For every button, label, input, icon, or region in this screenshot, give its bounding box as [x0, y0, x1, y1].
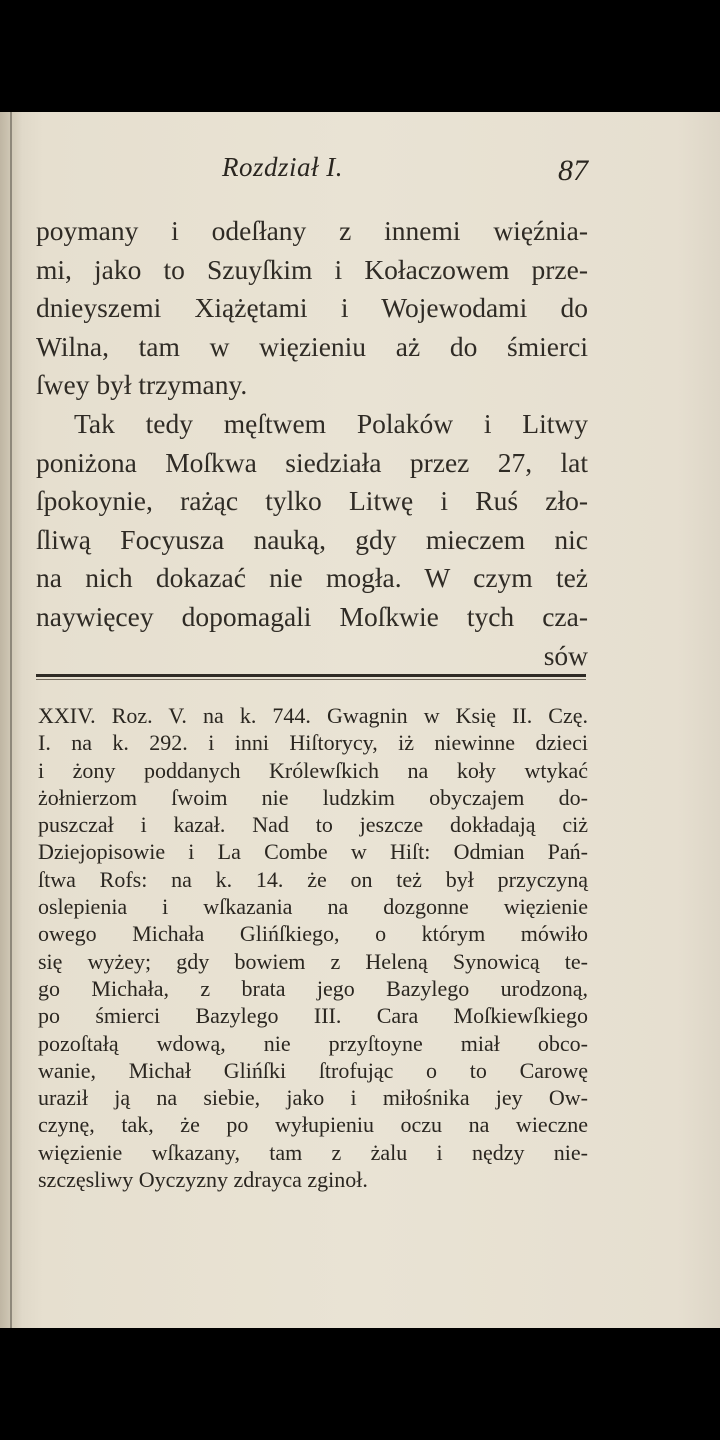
- footnote-line: pozoſtałą wdową, nie przyſtoyne miał obco-: [38, 1030, 588, 1056]
- text-line: ſwey był trzymany.: [36, 369, 248, 401]
- text-line: mi, jako to Szuyſkim i Kołaczowem prze-: [36, 253, 588, 285]
- page-header: [222, 152, 588, 192]
- footnote-line: uraził ją na siebie, jako i miłośnika jey Ow-: [38, 1085, 588, 1111]
- footnote-line: puszczał i kazał. Nad to jeszcze dokładają ciż: [38, 812, 588, 838]
- footnote-line: I. na k. 292. i inni Hiſtorycy, iż niewinne dzieci: [38, 730, 588, 756]
- text-line: naywięcey dopomagali Moſkwie tych cza-: [36, 600, 588, 632]
- footnote-line: więzienie wſkazany, tam z żalu i nędzy nie-: [38, 1139, 588, 1165]
- footnote-line: oslepienia i wſkazania na dozgonne więzienie: [38, 894, 588, 920]
- footnote-line: i żony poddanych Królewſkich na koły wtykać: [38, 757, 588, 783]
- text-line: dnieyszemi Xiążętami i Wojewodami do: [36, 292, 588, 324]
- page-binding-edge: [10, 112, 12, 1328]
- footnote-line: owego Michała Glińſkiego, o którym mówiło: [38, 921, 588, 947]
- text-line: poniżona Moſkwa siedziała przez 27, lat: [36, 446, 588, 478]
- main-text: [36, 212, 588, 675]
- footnote-text: [38, 702, 588, 1193]
- footnote-line: żołnierzom ſwoim nie ludzkim obyczajem do-: [38, 784, 588, 810]
- footnote-line: XXIV. Roz. V. na k. 744. Gwagnin w Księ II. Czę.: [38, 703, 588, 728]
- footnote-line: po śmierci Bazylego III. Cara Moſkiewſkiego: [38, 1003, 588, 1029]
- page-number: 87: [558, 154, 588, 187]
- footnote-line: szczęsliwy Oyczyzny zdrayca zginoł.: [38, 1167, 368, 1193]
- text-line: na nich dokazać nie mogła. W czym też: [36, 562, 588, 594]
- footnote-separator-thin: [36, 679, 586, 680]
- book-page[interactable]: [0, 112, 720, 1328]
- text-line: ſpokoynie, rażąc tylko Litwę i Ruś zło-: [36, 485, 588, 517]
- footnote-separator: [36, 674, 586, 677]
- chapter-title: Rozdział I.: [222, 152, 344, 182]
- footnote-line: ſtwa Rofs: na k. 14. że on też był przyczyną: [38, 866, 588, 892]
- text-line: Tak tedy męſtwem Polaków i Litwy: [74, 407, 588, 439]
- footnote-line: Dziejopisowie i La Combe w Hiſt: Odmian Pań-: [38, 839, 588, 865]
- text-line: Wilna, tam w więzieniu aż do śmierci: [36, 330, 588, 362]
- text-line: ſliwą Focyusza nauką, gdy mieczem nic: [36, 523, 588, 555]
- footnote-line: wanie, Michał Glińſki ſtrofując o to Carowę: [38, 1057, 588, 1083]
- text-line: poymany i odeſłany z innemi więźnia-: [36, 215, 588, 246]
- footnote-line: czynę, tak, że po wyłupieniu oczu na wieczne: [38, 1112, 588, 1138]
- catchword: sów: [543, 639, 588, 671]
- footnote-line: się wyżey; gdy bowiem z Heleną Synowicą te-: [38, 948, 588, 974]
- footnote-line: go Michała, z brata jego Bazylego urodzoną,: [38, 975, 588, 1001]
